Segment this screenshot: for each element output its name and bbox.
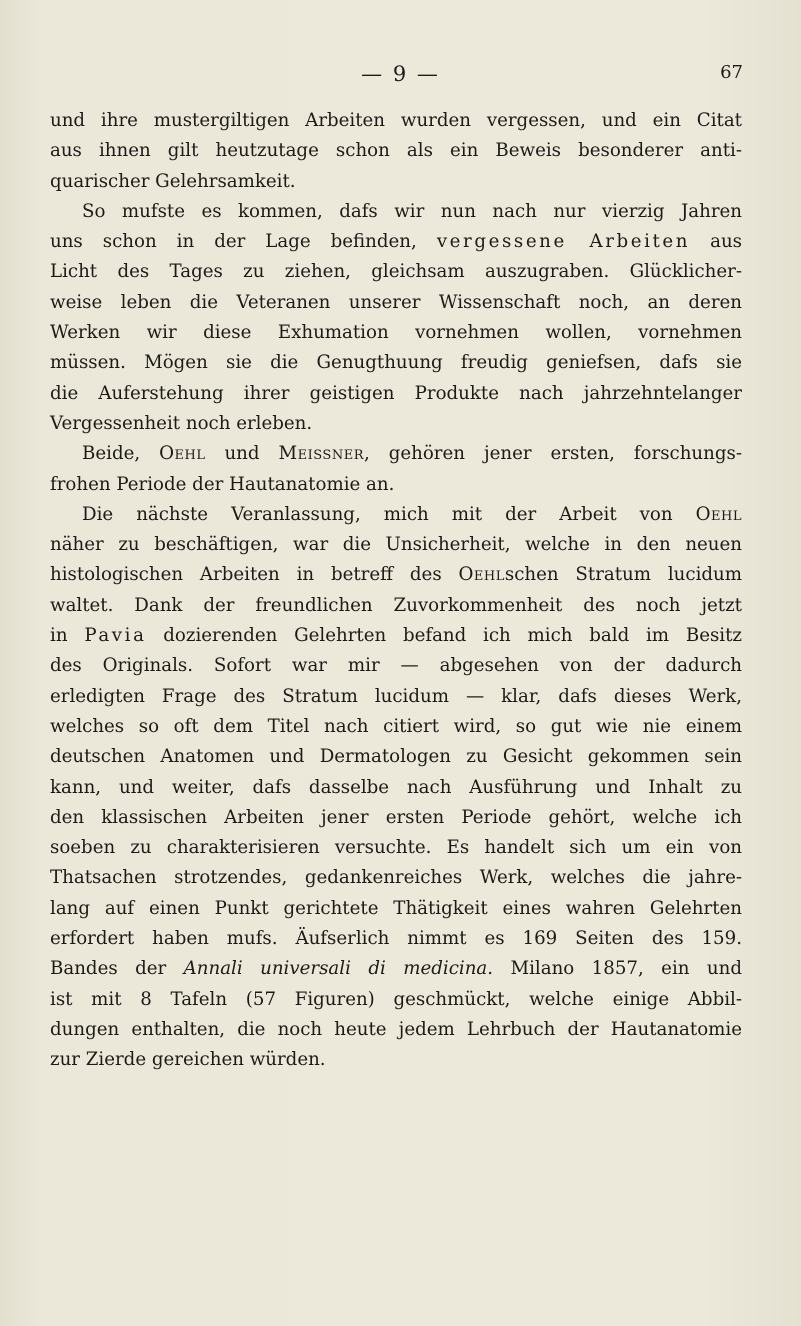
text-segment: Milano 1857, ein und [493,958,742,980]
text-line: lang auf einen Punkt gerichtete Thätigkeit eines wahren Gelehrten [50,897,742,919]
text-line: deutschen Anatomen und Dermatologen zu Gesicht gekommen sein [50,746,742,768]
text-line: Werken wir diese Exhumation vornehmen wollen, vornehmen [50,322,742,344]
paragraph-start-line [50,439,742,469]
text-line: müssen. Mögen sie die Genugthuung freudig geniefsen, dafs sie [50,352,742,374]
text-line: aus ihnen gilt heutzutage schon als ein Beweis besonderer anti- [50,140,742,162]
text-line: ist mit 8 Tafeln (57 Figuren) geschmückt, welche einige Abbil- [50,988,742,1010]
folio-number: 67 [720,62,743,83]
text-line: quarischer Gelehrsamkeit. [50,170,296,192]
paragraph-start-line [50,500,742,530]
author-name: Oehl [159,443,206,465]
text-line: zur Zierde gereichen würden. [50,1049,326,1071]
text-segment: Bandes der [50,958,184,980]
text-segment: , gehören jener ersten, forschungs- [363,443,742,465]
text-line: erfordert haben mufs. Äufserlich nimmt es 169 Seiten des 159. [50,928,742,950]
author-name: Oehl [695,503,742,525]
spaced-emphasis: Pavia [84,625,147,647]
text-segment: Beide, [82,443,160,465]
body-text [50,106,742,1076]
text-line: frohen Periode der Hautanatomie an. [50,473,395,495]
text-segment: aus [690,231,743,253]
text-line: des Originals. Sofort war mir — abgesehen von der dadurch [50,655,742,677]
author-name: Meissner [278,443,364,465]
text-line [50,560,742,590]
text-segment: uns schon in der Lage befinden, [50,231,437,253]
text-line [50,227,742,257]
spaced-emphasis: vergessene Arbeiten [436,231,691,253]
text-line: die Auferstehung ihrer geistigen Produkte nach jahrzehntelanger [50,382,742,404]
text-line: Thatsachen strotzendes, gedankenreiches Werk, welches die jahre- [50,867,742,889]
text-line: und ihre mustergiltigen Arbeiten wurden vergessen, und ein Citat [50,110,742,131]
page-header [0,62,801,92]
text-segment: in [50,625,85,647]
text-segment: und [205,443,279,465]
text-line: den klassischen Arbeiten jener ersten Periode gehört, welche ich [50,806,742,828]
text-line [50,954,742,984]
text-line: erledigten Frage des Stratum lucidum — klar, dafs dieses Werk, [50,685,742,707]
text-line: näher zu beschäftigen, war die Unsicherheit, welche in den neuen [50,534,742,556]
paragraph-start-line: So mufste es kommen, dafs wir nun nach nur vierzig Jahren [82,200,742,222]
text-line: soeben zu charakterisieren versuchte. Es handelt sich um ein von [50,837,742,859]
text-line: waltet. Dank der freundlichen Zuvorkommenheit des noch jetzt [50,594,742,616]
text-line [50,621,742,651]
text-line: dungen enthalten, die noch heute jedem Lehrbuch der Hautanatomie [50,1018,742,1040]
text-line: Vergessenheit noch erleben. [50,412,313,434]
text-line: Licht des Tages zu ziehen, gleichsam auszugraben. Glücklicher- [50,261,742,283]
text-segment: schen Stratum lucidum [504,564,742,586]
text-line: welches so oft dem Titel nach citiert wird, so gut wie nie einem [50,715,742,737]
text-line: weise leben die Veteranen unserer Wissenschaft noch, an deren [50,291,742,313]
text-segment: histologischen Arbeiten in betreff des [50,564,459,586]
text-segment: dozierenden Gelehrten befand ich mich bald im Besitz [146,625,742,647]
text-segment: Die nächste Veranlassung, mich mit der Arbeit von [82,503,696,525]
text-line: kann, und weiter, dafs dasselbe nach Ausführung und Inhalt zu [50,776,742,798]
page-number: — 9 — [361,62,440,86]
journal-title: Annali universali di medicina. [183,958,494,980]
author-name: Oehl [458,564,505,586]
